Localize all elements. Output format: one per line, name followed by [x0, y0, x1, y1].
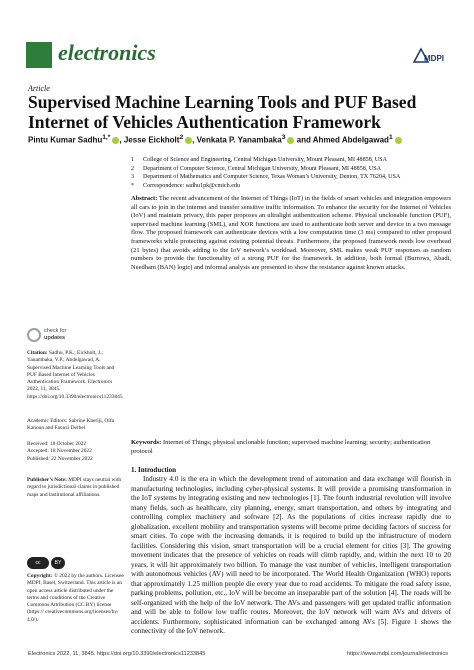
author-name[interactable]: Pintu Kumar Sadhu: [28, 135, 103, 145]
mdpi-logo: [412, 46, 448, 66]
check-updates-line: updates: [44, 334, 66, 341]
author-name[interactable]: Jesse Eickholt: [123, 135, 180, 145]
affiliation-item: 3 Department of Mathematics and Computer Science, Texas Woman’s University, Denton, TX 76204, USA: [131, 174, 401, 181]
abstract: [131, 195, 451, 272]
keywords: [131, 439, 451, 456]
keywords-text: Internet of Things; physical unclonable function; supervised machine learning; security; authentication protocol: [131, 439, 431, 455]
abstract-label: Abstract:: [131, 195, 158, 202]
page-footer: [28, 651, 448, 657]
published-date: Published: 22 November 2022: [27, 455, 93, 462]
affiliation-item: 1 College of Science and Engineering, Central Michigan University, Mount Pleasant, MI 48858, USA: [131, 157, 387, 163]
footer-journal-url[interactable]: https://www.mdpi.com/journal/electronics: [346, 651, 448, 657]
footer-citation[interactable]: Electronics 2022, 11, 3845. https://doi.org/10.3390/electronics11233845: [28, 651, 206, 657]
introduction-paragraph: Industry 4.0 is the era in which the development trend of automation and data exchange will flourish in manufacturing technologies, including cyber-physical systems. It will provide a promising transformation in the IoT systems by integrating existing and new technologies [1]. The fourth industrial revolution will involve many fields, such as healthcare, city planning, energy, smart transportation, and others by integrating and controlling complex machinery and software [2]. As the populations of cities increase rapidly due to globalization, excellent mobility and transportation systems will become prime deciding factors of success for smart cities. To cope with the increasing demands, it is required to build up the infrastructure of modern facilities. Considering this vision, smart transportation will be a crucial element for cities [3]. The growing movement indicates that the presence of vehicles on roads will climb rapidly, and, within the next 10 to 20 years, it will hit approximately two billion. To manage the vast number of vehicles, intelligent transportation with autonomous vehicles (AV) will need to be incorporated. The World Health Organization (WHO) reports that approximately 1.25 million people die every year due to road accidents. To mitigate the road safety issue, parking problems, pollution, etc., IoV will be become an inseparable part of the solution [4]. The roads will be self-organized with the help of the IoV network. The AVs and passengers will get updated traffic information and will be able to follow low traffic routes. Moreover, the IoV network will warn AVs and drivers of accidents. Furthermore, sophisticated information can be exchanged among AVs [5]. Figure 1 shows the connectivity of the IoV network.: [131, 475, 451, 635]
abstract-text: The recent advancement of the Internet of Things (IoT) in the fields of smart vehicles and integration empowers all cars to join in the internet and transfer sensitive traffic information. To enhance the security for the Internet of Vehicles (IoV) and maintain privacy, this paper proposes an ultralight authentication scheme. Physical unclonable function (PUF), supervised machine learning (SML), and XOR functions are used to authenticate both server and device in a two message flow. The proposed framework can authenticate devices with a low computation time (3 ms) compared to other proposed frameworks while protecting against existing potential threats. Furthermore, the proposed framework needs low overhead (21 bytes) that avoids adding to the IoV network’s workload. Moreover, SML makes weak PUF responses as random numbers to provide the functionality of a strong PUF for the framework. In addition, both formal (Burrows, Abadi, Needham (BAN) logic) and informal analysis are presented to show the resistance against known attacks.: [131, 195, 452, 271]
journal-logo-icon: [26, 42, 52, 68]
correspondence[interactable]: * Correspondence: sadhu1pk@cmich.edu: [131, 182, 240, 189]
section-heading: 1. Introduction: [131, 466, 176, 474]
received-date: Received: 18 October 2022: [27, 441, 87, 447]
mdpi-logo-text: MDPI: [424, 54, 444, 63]
citation-label: Citation:: [27, 350, 48, 356]
author-separator: ,: [192, 135, 197, 145]
check-for-updates-button[interactable]: [27, 328, 117, 346]
publisher-note: [27, 477, 125, 499]
journal-name: electronics: [58, 40, 156, 65]
article-title: Supervised Machine Learning Tools and PUF Based Internet of Vehicles Authentication Framework: [28, 92, 417, 132]
copyright-text: © 2022 by the authors. Licensee MDPI, Basel, Switzerland. This article is an open access article distributed under the terms and conditions of the Creative Commons Attribution (CC BY) license (https:// creativecommons.org/licenses/by/ 4.0/).: [27, 573, 124, 623]
author-name[interactable]: Venkata P. Yanambaka: [196, 135, 282, 145]
author-separator: ,: [119, 135, 124, 145]
academic-editors: Academic Editors: Sabrine Kheriji, Olfa Kanoun and Faouzi Derbel: [27, 418, 114, 432]
affiliation-list: [131, 156, 461, 190]
copyright-label: Copyright:: [27, 573, 53, 579]
author-affiliation-sup: 1,*: [102, 134, 111, 141]
accepted-date: Accepted: 18 November 2022: [27, 448, 92, 455]
keywords-label: Keywords:: [131, 439, 162, 446]
publisher-note-label: Publisher’s Note:: [27, 477, 67, 483]
cc-by-icon[interactable]: BY: [51, 557, 65, 569]
citation-text: Sadhu, P.K.; Eickholt, J.; Yanambaka, V.P.; Abdelgawad, A. Supervised Machine Learning Tools and PUF Based Internet of Vehicles Authentication Framework. Electronics 2022, 11, 3845. https://doi.org/10.3390/electronics11233845: [27, 350, 123, 400]
copyright: [27, 573, 125, 624]
creative-commons-icon[interactable]: cc: [27, 557, 49, 569]
check-updates-line: check for: [44, 328, 67, 334]
orcid-icon[interactable]: [395, 137, 402, 144]
dates: [27, 441, 125, 463]
author-separator: and: [294, 135, 313, 145]
publisher-note-text: MDPI stays neutral with regard to jurisdictional claims in published maps and institutional affiliations.: [27, 477, 122, 498]
author-affiliation-sup: 1: [388, 134, 393, 141]
author-affiliation-sup: 3: [281, 134, 286, 141]
author-name[interactable]: Ahmed Abdelgawad: [312, 135, 389, 145]
author-affiliation-sup: 2: [179, 134, 184, 141]
introduction-body: [131, 475, 451, 637]
author-list: [28, 133, 468, 146]
article-type: Article: [28, 84, 50, 93]
citation-block: [27, 350, 125, 401]
affiliation-item: 2 Department of Computer Science, Central Michigan University, Mount Pleasant, MI 48858, USA: [131, 165, 382, 172]
refresh-icon: [27, 328, 41, 342]
